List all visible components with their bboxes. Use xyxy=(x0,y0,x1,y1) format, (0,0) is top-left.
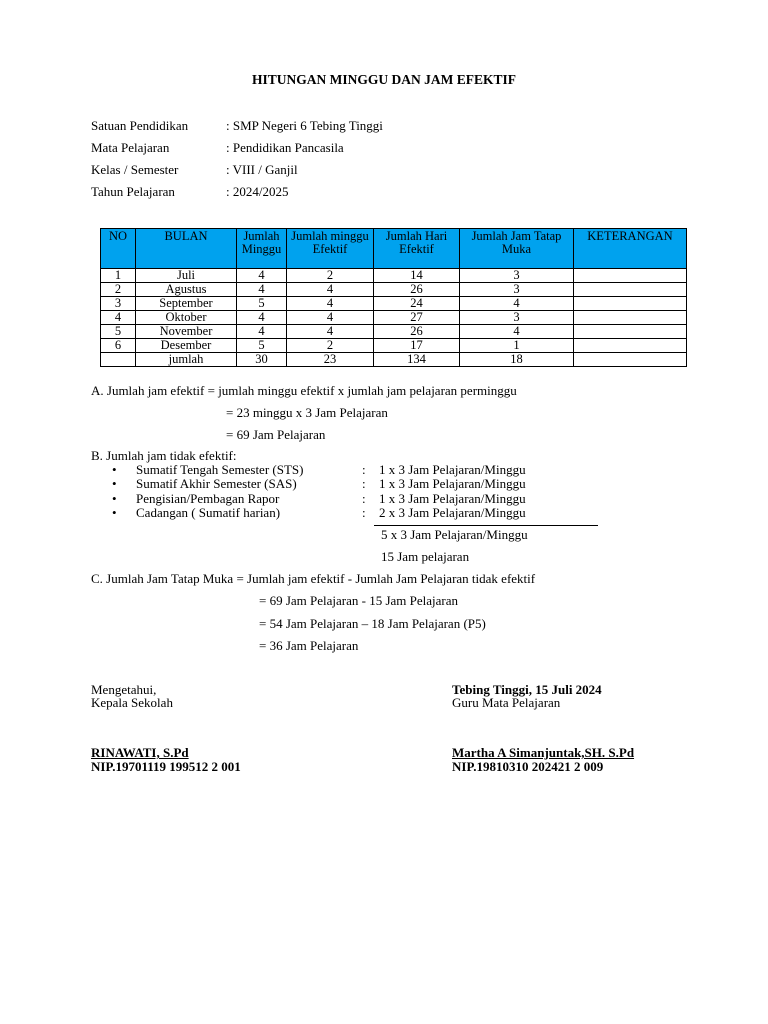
table-cell: 2 xyxy=(101,283,136,297)
header-hari-efektif: Jumlah Hari Efektif xyxy=(374,229,460,269)
bullet-icon: • xyxy=(112,505,117,520)
table-cell: 5 xyxy=(237,339,287,353)
list-item-text: Cadangan ( Sumatif harian) xyxy=(136,505,281,520)
table-cell: 4 xyxy=(237,325,287,339)
list-item-text: Sumatif Tengah Semester (STS) xyxy=(136,462,304,477)
table-cell: 17 xyxy=(374,339,460,353)
table-cell: 3 xyxy=(460,311,574,325)
table-cell: 4 xyxy=(460,297,574,311)
table-cell: 4 xyxy=(237,269,287,283)
table-cell: 6 xyxy=(101,339,136,353)
principal-name: RINAWATI, S.Pd xyxy=(91,745,189,760)
list-item-text: Sumatif Akhir Semester (SAS) xyxy=(136,476,297,491)
table-row xyxy=(101,353,687,367)
section-c-line2: = 69 Jam Pelajaran - 15 Jam Pelajaran xyxy=(259,593,459,608)
list-item-colon: : xyxy=(362,505,366,520)
table-row xyxy=(101,311,687,325)
table-cell xyxy=(574,325,687,339)
info-value-mapel: : Pendidikan Pancasila xyxy=(226,140,344,155)
table-cell: 30 xyxy=(237,353,287,367)
header-bulan: BULAN xyxy=(136,229,237,269)
table-row xyxy=(101,269,687,283)
table-cell: 2 xyxy=(287,269,374,283)
section-b-total1: 5 x 3 Jam Pelajaran/Minggu xyxy=(381,527,528,542)
table-cell: 24 xyxy=(374,297,460,311)
section-b-total2: 15 Jam pelajaran xyxy=(381,549,470,564)
table-row xyxy=(101,283,687,297)
table-cell: November xyxy=(136,325,237,339)
info-label-tahun: Tahun Pelajaran xyxy=(91,184,175,199)
info-value-kelas: : VIII / Ganjil xyxy=(226,162,298,177)
table-cell: 14 xyxy=(374,269,460,283)
table-cell: 5 xyxy=(237,297,287,311)
sign-left-line1: Mengetahui, xyxy=(91,682,157,697)
table-cell: 27 xyxy=(374,311,460,325)
sum-divider xyxy=(374,525,598,526)
table-cell: 4 xyxy=(101,311,136,325)
table-cell xyxy=(101,353,136,367)
table-cell: 3 xyxy=(460,269,574,283)
table-cell: 4 xyxy=(237,311,287,325)
info-label-kelas: Kelas / Semester xyxy=(91,162,179,177)
table-row xyxy=(101,297,687,311)
section-b-heading: B. Jumlah jam tidak efektif: xyxy=(91,448,237,463)
teacher-nip: NIP.19810310 202421 2 009 xyxy=(452,759,604,774)
bullet-icon: • xyxy=(112,462,117,477)
header-jam-tatap-muka: Jumlah Jam Tatap Muka xyxy=(460,229,574,269)
section-a-line2: = 23 minggu x 3 Jam Pelajaran xyxy=(226,405,388,420)
table-cell xyxy=(574,297,687,311)
table-cell: 5 xyxy=(101,325,136,339)
table-cell: 4 xyxy=(460,325,574,339)
table-cell: Agustus xyxy=(136,283,237,297)
table-cell: 1 xyxy=(460,339,574,353)
effective-weeks-table xyxy=(100,228,687,367)
table-cell: 2 xyxy=(287,339,374,353)
table-cell: 4 xyxy=(287,325,374,339)
section-c-line4: = 36 Jam Pelajaran xyxy=(259,638,359,653)
table-cell: 4 xyxy=(287,297,374,311)
table-cell: 26 xyxy=(374,283,460,297)
section-c-line3: = 54 Jam Pelajaran – 18 Jam Pelajaran (P5) xyxy=(259,616,486,631)
list-item-text: Pengisian/Pembagan Rapor xyxy=(136,491,280,506)
table-cell: 26 xyxy=(374,325,460,339)
table-cell: 4 xyxy=(287,311,374,325)
table-cell: jumlah xyxy=(136,353,237,367)
table-cell xyxy=(574,353,687,367)
section-a-line3: = 69 Jam Pelajaran xyxy=(226,427,326,442)
info-value-satuan: : SMP Negeri 6 Tebing Tinggi xyxy=(226,118,383,133)
list-item-value: 1 x 3 Jam Pelajaran/Minggu xyxy=(379,491,526,506)
table-cell: 23 xyxy=(287,353,374,367)
list-item-value: 2 x 3 Jam Pelajaran/Minggu xyxy=(379,505,526,520)
table-row xyxy=(101,339,687,353)
info-label-mapel: Mata Pelajaran xyxy=(91,140,170,155)
table-cell: 1 xyxy=(101,269,136,283)
table-cell: 3 xyxy=(460,283,574,297)
table-cell: 4 xyxy=(237,283,287,297)
table-cell: 134 xyxy=(374,353,460,367)
table-cell: Juli xyxy=(136,269,237,283)
table-cell xyxy=(574,311,687,325)
bullet-icon: • xyxy=(112,476,117,491)
table-row xyxy=(101,325,687,339)
header-keterangan: KETERANGAN xyxy=(574,229,687,269)
table-header-row xyxy=(101,229,687,269)
bullet-icon: • xyxy=(112,491,117,506)
table-cell: 18 xyxy=(460,353,574,367)
table-cell xyxy=(574,283,687,297)
teacher-name: Martha A Simanjuntak,SH. S.Pd xyxy=(452,745,635,760)
info-value-tahun: : 2024/2025 xyxy=(226,184,289,199)
document-title: HITUNGAN MINGGU DAN JAM EFEKTIF xyxy=(251,72,516,87)
list-item-colon: : xyxy=(362,462,366,477)
sign-right-line2: Guru Mata Pelajaran xyxy=(452,695,561,710)
header-jumlah-minggu: Jumlah Minggu xyxy=(237,229,287,269)
table-cell xyxy=(574,269,687,283)
header-no: NO xyxy=(101,229,136,269)
list-item-colon: : xyxy=(362,491,366,506)
table-cell: 3 xyxy=(101,297,136,311)
list-item-value: 1 x 3 Jam Pelajaran/Minggu xyxy=(379,462,526,477)
section-c-line1: C. Jumlah Jam Tatap Muka = Jumlah jam efektif - Jumlah Jam Pelajaran tidak efektif xyxy=(91,571,536,586)
table-cell: 4 xyxy=(287,283,374,297)
sign-left-line2: Kepala Sekolah xyxy=(91,695,173,710)
info-label-satuan: Satuan Pendidikan xyxy=(91,118,189,133)
sign-place-date: Tebing Tinggi, 15 Juli 2024 xyxy=(452,682,602,697)
principal-nip: NIP.19701119 199512 2 001 xyxy=(91,759,241,774)
header-minggu-efektif: Jumlah minggu Efektif xyxy=(287,229,374,269)
table-cell: Oktober xyxy=(136,311,237,325)
table-cell: September xyxy=(136,297,237,311)
table-cell: Desember xyxy=(136,339,237,353)
list-item-value: 1 x 3 Jam Pelajaran/Minggu xyxy=(379,476,526,491)
list-item-colon: : xyxy=(362,476,366,491)
table-cell xyxy=(574,339,687,353)
section-a-line1: A. Jumlah jam efektif = jumlah minggu efektif x jumlah jam pelajaran perminggu xyxy=(91,383,517,398)
